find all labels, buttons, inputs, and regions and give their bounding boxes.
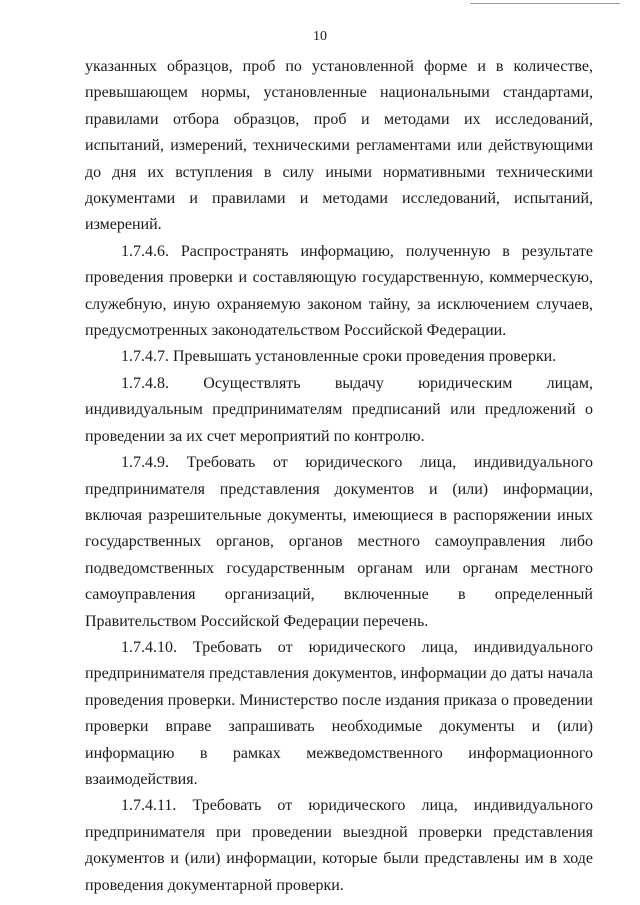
paragraph-1-7-4-7: 1.7.4.7. Превышать установленные сроки проведения проверки. (121, 348, 557, 366)
top-edge-rule (470, 3, 620, 4)
document-body (85, 54, 593, 899)
paragraph-1-7-4-10: 1.7.4.10. Требовать от юридического лица, индивидуального предпринимателя представления документов, информации до даты начала проведения проверки. Министерство после издания приказа о проведении проверки вправе запрашивать необходимые документы и (или) информацию в рамках межведомственного информационного взаимодействия. (85, 638, 593, 788)
paragraph-1-7-4-11: 1.7.4.11. Требовать от юридического лица, индивидуального предпринимателя при проведении выездной проверки представления документов и (или) информации, которые были представлены им в ходе проведения документарной проверки. (85, 797, 593, 894)
paragraph-1-7-4-6: 1.7.4.6. Распространять информацию, полученную в результате проведения проверки и составляющую государственную, коммерческую, служебную, иную охраняемую законом тайну, за исключением случаев, предусмотренных законодательством Российской Федерации. (85, 242, 593, 340)
page-number: 10 (313, 29, 327, 44)
paragraph-1-7-4-9: 1.7.4.9. Требовать от юридического лица, индивидуального предпринимателя представления документов и (или) информации, включая разрешительные документы, имеющиеся в распоряжении иных государственных органов, органов местного самоуправления либо подведомственных государственным органам или органам местного самоуправления организаций, включенные в определенный Правительством Российской Федерации перечень. (85, 454, 593, 630)
paragraph-continuation: указанных образцов, проб по установленной форме и в количестве, превышающем нормы, установленные национальными стандартами, правилами отбора образцов, проб и методами их исследований, испытаний, измерений, техническими регламентами или действующими до дня их вступления в силу иными нормативными техническими документами и правилами и методами исследований, испытаний, измерений. (85, 58, 593, 234)
paragraph-1-7-4-8: 1.7.4.8. Осуществлять выдачу юридическим лицам, индивидуальным предпринимателям предписаний или предложений о проведении за их счет мероприятий по контролю. (85, 374, 593, 445)
